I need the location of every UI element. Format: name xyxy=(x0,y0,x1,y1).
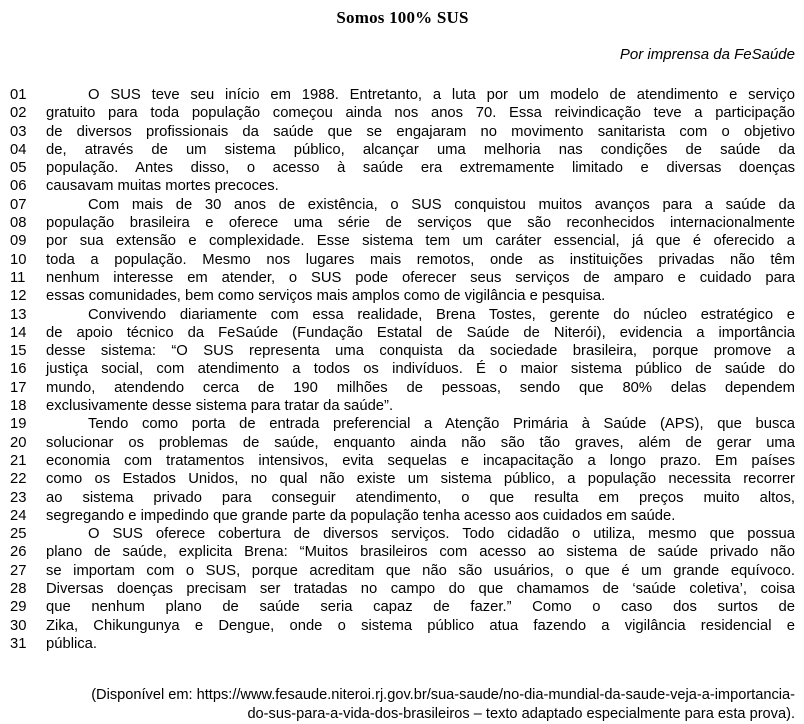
text-line xyxy=(10,452,795,470)
line-number: 16 xyxy=(10,361,27,378)
line-text: segregando e impedindo que grande parte da população tenha acesso aos cuidados em saúde. xyxy=(46,507,676,524)
line-number: 31 xyxy=(10,635,27,652)
line-number: 07 xyxy=(10,196,27,213)
line-text: população. Antes disso, o acesso à saúde era extremamente limitado e diversas doenças xyxy=(46,160,795,177)
line-number: 30 xyxy=(10,617,27,634)
text-line xyxy=(10,635,795,653)
text-line xyxy=(10,177,795,195)
line-number: 26 xyxy=(10,544,27,561)
line-number: 11 xyxy=(10,269,26,286)
text-line xyxy=(10,86,795,104)
text-line xyxy=(10,196,795,214)
line-text: se importam com o SUS, porque acreditam que não são usuários, o que é um grande equívoco. xyxy=(46,562,795,579)
line-number: 21 xyxy=(10,452,27,469)
text-line xyxy=(10,159,795,177)
line-number: 09 xyxy=(10,233,27,250)
text-line xyxy=(10,580,795,598)
line-number: 12 xyxy=(10,288,27,305)
line-text: Tendo como porta de entrada preferencial a Atenção Primária à Saúde (APS), que busca xyxy=(88,416,795,433)
line-text: O SUS teve seu início em 1988. Entretanto, a luta por um modelo de atendimento e serviço xyxy=(88,87,795,103)
text-line xyxy=(10,342,795,360)
text-line xyxy=(10,379,795,397)
line-text: justiça social, com atendimento a todos os indivíduos. É o maior sistema público de saúde do xyxy=(46,361,795,378)
text-line xyxy=(10,232,795,250)
line-number: 01 xyxy=(10,87,27,103)
text-line xyxy=(10,287,795,305)
text-line xyxy=(10,251,795,269)
line-text: solucionar os problemas de saúde, enquanto ainda não são tão graves, além de gerar uma xyxy=(46,434,795,451)
text-line xyxy=(10,598,795,616)
line-text: de diversos profissionais da saúde que se engajaram no movimento sanitarista com o objetivo xyxy=(46,123,795,140)
line-text: que nenhum plano de saúde seria capaz de fazer.” Como o caso dos surtos de xyxy=(46,599,795,616)
line-number: 06 xyxy=(10,178,27,195)
line-number: 03 xyxy=(10,123,27,140)
line-number: 24 xyxy=(10,507,27,524)
line-text: ao sistema privado para conseguir atendimento, o que resulta em preços muito altos, xyxy=(46,489,795,506)
source-line-1: (Disponível em: https://www.fesaude.niteroi.rj.gov.br/sua-saude/no-dia-mundial-da-saude-veja-a-importancia- xyxy=(91,687,795,704)
line-text: mundo, atendendo cerca de 190 milhões de pessoas, sendo que 80% delas dependem xyxy=(46,379,795,396)
text-line xyxy=(10,306,795,324)
line-number: 04 xyxy=(10,141,27,158)
text-line xyxy=(10,525,795,543)
line-text: Diversas doenças precisam ser tratadas no campo do que chamamos de ‘saúde coletiva’, coisa xyxy=(46,581,795,598)
text-line xyxy=(10,434,795,452)
text-line xyxy=(10,489,795,507)
line-number: 05 xyxy=(10,160,27,177)
line-text: por sua extensão e complexidade. Esse sistema tem um caráter essencial, já que é oferecido a xyxy=(46,233,795,250)
line-text: nenhum interesse em atender, o SUS pode oferecer seus serviços de amparo e cuidado para xyxy=(46,269,795,286)
line-text: toda a população. Mesmo nos lugares mais remotos, onde as instituições privadas não têm xyxy=(46,251,795,268)
line-text: desse sistema: “O SUS representa uma conquista da sociedade brasileira, porque promove a xyxy=(46,343,795,360)
source-line-2: do-sus-para-a-vida-dos-brasileiros – texto adaptado especialmente para esta prova). xyxy=(247,706,795,723)
line-text: economia com tratamentos intensivos, evita sequelas e incapacitação a longo prazo. Em países xyxy=(46,452,795,469)
line-number: 15 xyxy=(10,343,27,360)
text-line xyxy=(10,214,795,232)
line-text: pública. xyxy=(46,635,98,652)
line-number: 13 xyxy=(10,306,27,323)
line-text: Zika, Chikungunya e Dengue, onde o sistema público atua fazendo a vigilância residencial e xyxy=(46,617,795,634)
line-number: 08 xyxy=(10,215,27,232)
text-line xyxy=(10,617,795,635)
line-number: 23 xyxy=(10,489,27,506)
line-number: 29 xyxy=(10,599,27,616)
line-text: causavam muitas mortes precoces. xyxy=(46,178,279,195)
line-text: de, através de um sistema público, alcançar uma melhoria nas condições de saúde da xyxy=(46,141,795,158)
line-number: 25 xyxy=(10,526,27,543)
text-line xyxy=(10,415,795,433)
text-line xyxy=(10,141,795,159)
text-line xyxy=(10,123,795,141)
line-number: 19 xyxy=(10,416,27,433)
line-text: O SUS oferece cobertura de diversos serviços. Todo cidadão o utiliza, mesmo que possua xyxy=(88,526,795,543)
line-text: exclusivamente desse sistema para tratar da saúde”. xyxy=(46,398,394,415)
line-text: população brasileira e oferece uma série de serviços que são reconhecidos internacionalmente xyxy=(46,215,795,232)
byline: Por imprensa da FeSaúde xyxy=(619,46,795,63)
text-line xyxy=(10,470,795,488)
text-line xyxy=(10,507,795,525)
line-number: 22 xyxy=(10,471,27,488)
line-number: 27 xyxy=(10,562,27,579)
line-text: gratuito para toda população começou ainda nos anos 70. Essa reivindicação teve a participação xyxy=(46,105,795,122)
source-citation xyxy=(10,686,795,724)
line-number: 10 xyxy=(10,251,27,268)
text-line xyxy=(10,562,795,580)
text-line xyxy=(10,324,795,342)
text-line xyxy=(10,543,795,561)
line-number: 28 xyxy=(10,581,27,598)
line-number: 02 xyxy=(10,105,27,122)
line-number: 17 xyxy=(10,379,27,396)
line-number: 20 xyxy=(10,434,27,451)
line-number: 18 xyxy=(10,398,27,415)
line-number: 14 xyxy=(10,324,27,341)
line-text: plano de saúde, explicita Brena: “Muitos brasileiros com acesso ao sistema de saúde privado não xyxy=(46,544,795,561)
line-text: Com mais de 30 anos de existência, o SUS conquistou muitos avanços para a saúde da xyxy=(88,196,795,213)
text-line xyxy=(10,397,795,415)
text-line xyxy=(10,360,795,378)
line-text: de apoio técnico da FeSaúde (Fundação Estatal de Saúde de Niterói), evidencia a importância xyxy=(46,324,795,341)
text-line xyxy=(10,269,795,287)
line-text: Convivendo diariamente com essa realidade, Brena Tostes, gerente do núcleo estratégico e xyxy=(88,306,795,323)
line-text: como os Estados Unidos, no qual não existe um sistema público, a população necessita recorrer xyxy=(46,471,795,488)
text-body xyxy=(10,86,795,653)
line-text: essas comunidades, bem como serviços mais amplos como de vigilância e pesquisa. xyxy=(46,288,606,305)
text-line xyxy=(10,104,795,122)
document-title: Somos 100% SUS xyxy=(336,8,469,27)
